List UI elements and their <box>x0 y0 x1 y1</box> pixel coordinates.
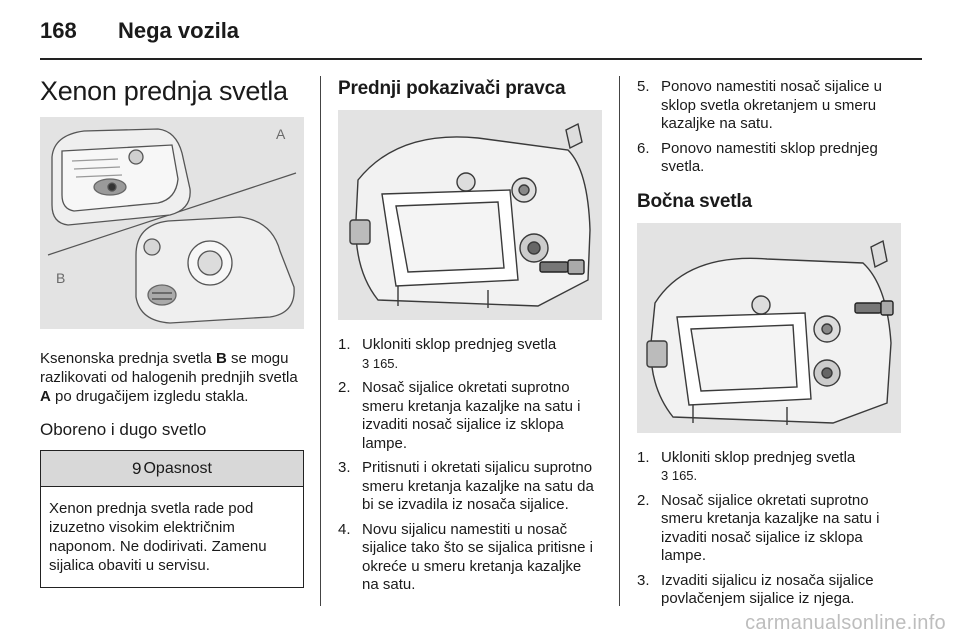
list-item <box>338 459 602 515</box>
headlight-illustration <box>40 117 304 329</box>
figure-label-a: A <box>276 126 286 142</box>
intro-label-b: B <box>215 350 227 367</box>
page-reference-link[interactable]: 3 165. <box>661 468 698 483</box>
list-item <box>637 449 901 486</box>
turn-signal-figure <box>338 110 602 320</box>
turn-signals-title: Prednji pokazivači pravca <box>338 78 566 99</box>
step-text: Ponovo namestiti sklop prednjeg svetla. <box>661 139 878 175</box>
list-item <box>637 78 901 134</box>
turn-signal-steps <box>338 336 602 595</box>
intro-text-2: se mogu razlikovati od halogenih prednjih svetla <box>40 350 298 386</box>
warning-header <box>41 451 303 487</box>
xenon-intro-paragraph <box>40 349 304 406</box>
step-number: 2. <box>338 379 351 396</box>
page-reference-link[interactable]: 3 165. <box>362 355 399 371</box>
column-divider-2 <box>619 76 620 606</box>
warning-icon: 9 <box>132 458 142 478</box>
step-text: Pritisnuti i okretati sijalicu suprotno smeru kretanja kazaljke na satu da bi se izvadila iz nosača sijalice. <box>362 459 594 513</box>
figure-label-b: B <box>56 270 66 286</box>
page-number: 168 <box>40 18 77 43</box>
turn-signal-illustration <box>338 110 602 320</box>
side-light-steps <box>637 449 901 609</box>
step-number: 3. <box>637 571 650 589</box>
list-item <box>637 140 901 177</box>
warning-title: Opasnost <box>143 459 212 477</box>
warning-text: Xenon prednja svetla rade pod izuzetno visokim električnim naponom. Ne dodirivati. Zamenu sijalica obaviti u servisu. <box>49 500 267 574</box>
side-light-figure <box>637 223 901 433</box>
step-text: Novu sijalicu namestiti u nosač sijalice tako što se sijalica pritisne i okreće u smeru kretanja kazaljke na satu. <box>362 520 593 593</box>
header-rule <box>40 58 922 60</box>
halogen-headlight-a <box>52 129 190 225</box>
list-item <box>637 572 901 609</box>
step-number: 2. <box>637 491 650 509</box>
step-number: 6. <box>637 139 650 157</box>
list-item <box>338 336 602 373</box>
side-lights-title: Bočna svetla <box>637 190 752 212</box>
intro-label-a: A <box>40 388 51 405</box>
column-side-lights <box>637 74 901 615</box>
headlight-comparison-figure <box>40 117 304 329</box>
step-number: 1. <box>338 336 351 353</box>
step-number: 5. <box>637 78 650 95</box>
xenon-headlight-b <box>136 217 294 323</box>
watermark: carmanualsonline.info <box>745 612 946 634</box>
xenon-title: Xenon prednja svetla <box>40 76 288 106</box>
side-light-illustration <box>637 223 901 433</box>
step-text: Ponovo namestiti nosač sijalice u sklop svetla okretanjem u smeru kazaljke na satu. <box>661 78 882 132</box>
low-high-beam-heading: Oboreno i dugo svetlo <box>40 420 207 439</box>
step-text: Ukloniti sklop prednjeg svetla <box>362 336 557 353</box>
intro-text-3: po drugačijem izgledu stakla. <box>50 388 249 405</box>
column-divider-1 <box>320 76 321 606</box>
list-item <box>338 521 602 595</box>
step-text: Nosač sijalice okretati suprotno smeru kretanja kazaljke na satu i izvaditi nosač sijalice iz sklopa lampe. <box>661 491 880 564</box>
continued-steps <box>637 78 901 177</box>
list-item <box>637 492 901 566</box>
step-text: Ukloniti sklop prednjeg svetla <box>661 448 856 466</box>
step-number: 3. <box>338 459 351 476</box>
step-text: Izvaditi sijalicu iz nosača sijalice povlačenjem sijalice iz njega. <box>661 571 874 607</box>
column-turn-signals <box>338 74 602 601</box>
list-item <box>338 379 602 453</box>
page-header <box>40 16 922 60</box>
column-xenon <box>40 74 304 588</box>
step-number: 4. <box>338 520 351 538</box>
step-text: Nosač sijalice okretati suprotno smeru kretanja kazaljke na satu i izvaditi nosač sijalice iz sklopa lampe. <box>362 379 581 452</box>
section-title: Nega vozila <box>118 18 240 43</box>
warning-box <box>40 450 304 588</box>
step-number: 1. <box>637 448 650 466</box>
intro-text-1: Ksenonska prednja svetla <box>40 350 216 367</box>
